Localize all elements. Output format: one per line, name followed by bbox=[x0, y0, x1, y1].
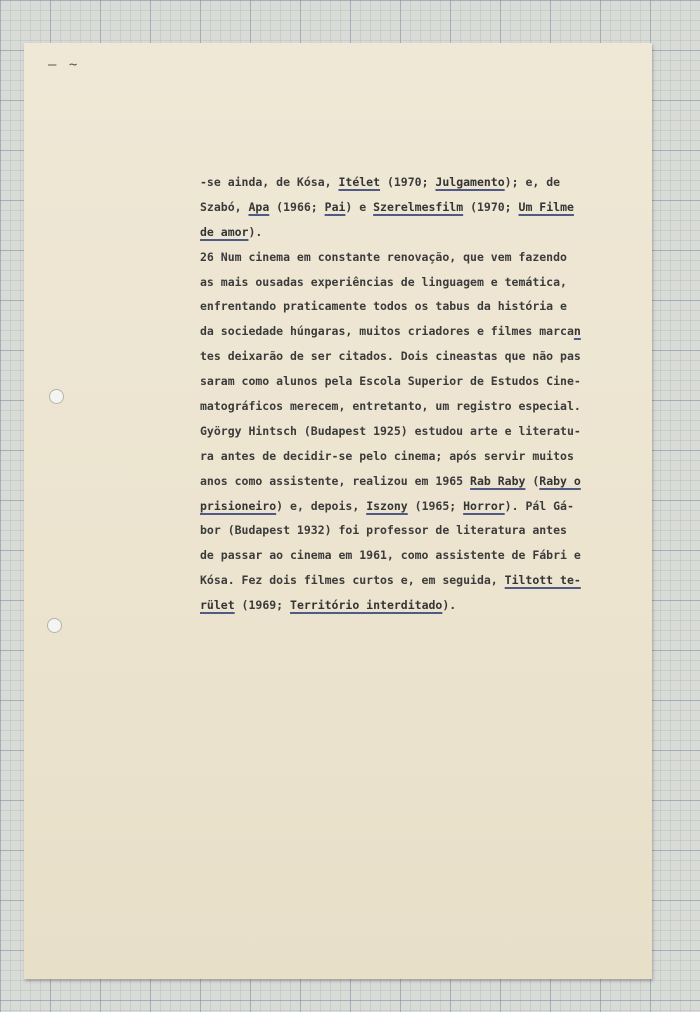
underlined-title: Iszony bbox=[366, 498, 408, 513]
underlined-title: n bbox=[573, 324, 581, 339]
text-line bbox=[200, 394, 620, 419]
text-line bbox=[200, 593, 620, 618]
text-segment: (1970; bbox=[463, 199, 519, 214]
underlined-title: de amor bbox=[200, 224, 249, 239]
underlined-title: Tiltott te- bbox=[504, 573, 581, 588]
text-line bbox=[200, 294, 620, 319]
text-segment: ra antes de decidir-se pelo cinema; após servir muitos bbox=[200, 448, 574, 463]
underlined-title: Território interditado bbox=[290, 598, 443, 613]
text-segment: ) e bbox=[345, 199, 374, 214]
punch-hole bbox=[47, 618, 62, 633]
text-segment: ). bbox=[248, 224, 263, 239]
text-line bbox=[200, 220, 620, 245]
underlined-title: Apa bbox=[248, 199, 270, 214]
underlined-title: Szerelmesfilm bbox=[373, 199, 464, 214]
text-line bbox=[200, 369, 620, 394]
underlined-title: Pai bbox=[324, 199, 346, 214]
text-segment: György Hintsch (Budapest 1925) estudou arte e literatu- bbox=[200, 423, 581, 438]
text-segment: ). Pál Gá- bbox=[504, 498, 574, 513]
text-segment: 26 Num cinema em constante renovação, que vem fazendo bbox=[200, 249, 567, 264]
text-line bbox=[200, 419, 620, 444]
text-line bbox=[200, 170, 620, 195]
text-segment: ). bbox=[442, 598, 457, 613]
text-segment: (1965; bbox=[407, 498, 464, 513]
text-segment: ( bbox=[525, 473, 540, 488]
underlined-title: Itélet bbox=[338, 175, 381, 189]
text-line bbox=[200, 568, 620, 593]
text-segment: tes deixarão de ser citados. Dois cineastas que não pas bbox=[200, 349, 581, 364]
text-line bbox=[200, 245, 620, 270]
text-line bbox=[200, 469, 620, 494]
text-segment: saram como alunos pela Escola Superior de Estudos Cine- bbox=[200, 374, 581, 389]
underlined-title: prisioneiro bbox=[200, 498, 277, 513]
text-line bbox=[200, 518, 620, 543]
text-segment: ) e, depois, bbox=[276, 498, 367, 513]
underlined-title: Julgamento bbox=[435, 175, 505, 189]
punch-hole bbox=[49, 389, 64, 404]
text-segment: Kósa. Fez dois filmes curtos e, em seguida, bbox=[200, 573, 505, 588]
text-line bbox=[200, 344, 620, 369]
typescript-body bbox=[200, 170, 620, 618]
text-segment: bor (Budapest 1932) foi professor de literatura antes bbox=[200, 523, 567, 538]
text-segment: matográficos merecem, entretanto, um registro especial. bbox=[200, 399, 581, 414]
text-segment: enfrentando praticamente todos os tabus da história e bbox=[200, 299, 567, 314]
text-line bbox=[200, 494, 620, 519]
text-segment: -se ainda, de Kósa, bbox=[200, 175, 339, 189]
text-line bbox=[200, 444, 620, 469]
text-line bbox=[200, 543, 620, 568]
text-line bbox=[200, 195, 620, 220]
text-line bbox=[200, 270, 620, 295]
text-segment: Szabó, bbox=[200, 199, 249, 214]
text-segment: (1969; bbox=[234, 598, 291, 613]
underlined-title: Um Filme bbox=[518, 199, 574, 214]
underlined-title: Raby o bbox=[539, 473, 581, 488]
underlined-title: Rab Raby bbox=[470, 473, 526, 488]
text-segment: da sociedade húngaras, muitos criadores e filmes marca bbox=[200, 324, 574, 339]
text-segment: (1970; bbox=[380, 175, 436, 189]
typed-page bbox=[24, 43, 652, 979]
text-line bbox=[200, 319, 620, 344]
text-segment: as mais ousadas experiências de linguagem e temática, bbox=[200, 274, 567, 289]
text-segment: (1966; bbox=[269, 199, 325, 214]
text-segment: ); e, de bbox=[504, 175, 561, 189]
text-segment: anos como assistente, realizou em 1965 bbox=[200, 473, 471, 488]
text-segment: de passar ao cinema em 1961, como assistente de Fábri e bbox=[200, 548, 581, 563]
underlined-title: rület bbox=[200, 598, 235, 613]
underlined-title: Horror bbox=[463, 498, 505, 513]
corner-mark: — ~ bbox=[48, 57, 80, 73]
